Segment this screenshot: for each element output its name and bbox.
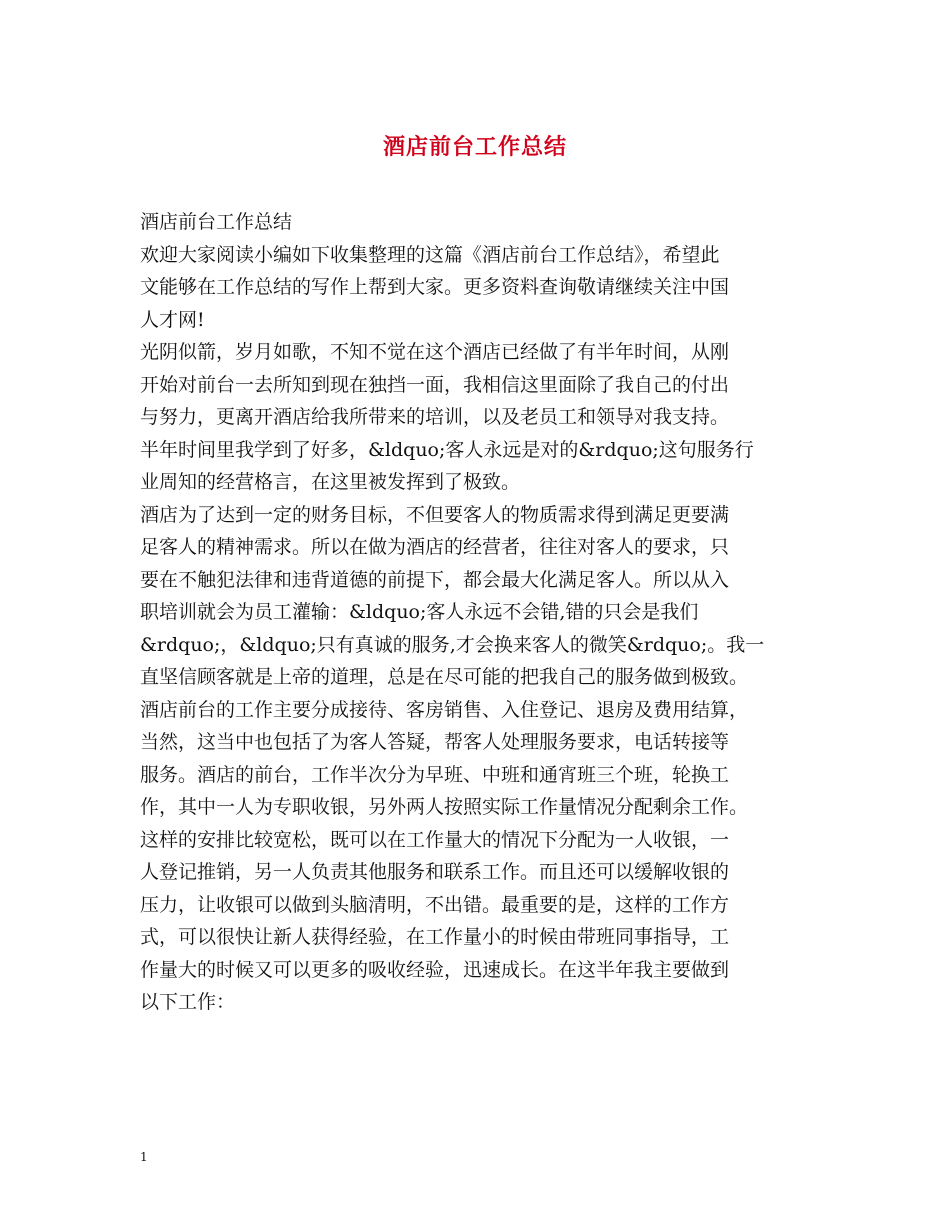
paragraph-time: 光阴似箭，岁月如歌，不知不觉在这个酒店已经做了有半年时间，从刚 开始对前台一去所知到现在独挡一面，我相信这里面除了我自己的付出 与努力，更离开酒店给我所带来的培训，以及老员工和领导对我支持。 半年时间里我学到了好多，&ldquo;客人永远是对的&rdquo;这句服务行 业周知的经营格言，在这里被发挥到了极致。 [140, 341, 754, 493]
page-number: 1 [140, 1150, 148, 1164]
paragraph-duties: 酒店前台的工作主要分成接待、客房销售、入住登记、退房及费用结算， 当然，这当中也包括了为客人答疑，帮客人处理服务要求，电话转接等 服务。酒店的前台，工作半次分为早班、中班和通宵班三个班，轮换工 作，其中一人为专职收银，另外两人按照实际工作量情况分配剩余工作。 这样的安排比较宽松，既可以在工作量大的情况下分配为一人收银，一 人登记推销，另一人负责其他服务和联系工作。而且还可以缓解收银的 压力，让收银可以做到头脑清明，不出错。最重要的是，这样的工作方 式，可以很快让新人获得经验，在工作量小的时候由带班同事指导，工 作量大的时候又可以更多的吸收经验，迅速成长。在这半年我主要做到 以下工作： [140, 698, 749, 1013]
paragraph-goals: 酒店为了达到一定的财务目标，不但要客人的物质需求得到满足更要满 足客人的精神需求。所以在做为酒店的经营者，往往对客人的要求，只 要在不触犯法律和违背道德的前提下，都会最大化满足客人。所以从入 职培训就会为员工灌输：&ldquo;客人永远不会错,错的只会是我们 &rdquo;，&ldquo;只有真诚的服务,才会换来客人的微笑&rdquo;。我一 直坚信顾客就是上帝的道理，总是在尽可能的把我自己的服务做到极致。 [140, 503, 765, 688]
paragraph-heading: 酒店前台工作总结 [140, 211, 293, 233]
document-title: 酒店前台工作总结 [382, 134, 567, 160]
document-body [140, 206, 830, 1019]
paragraph-intro: 欢迎大家阅读小编如下收集整理的这篇《酒店前台工作总结》，希望此 文能够在工作总结的写作上帮到大家。更多资料查询敬请继续关注中国 人才网! [140, 243, 730, 331]
